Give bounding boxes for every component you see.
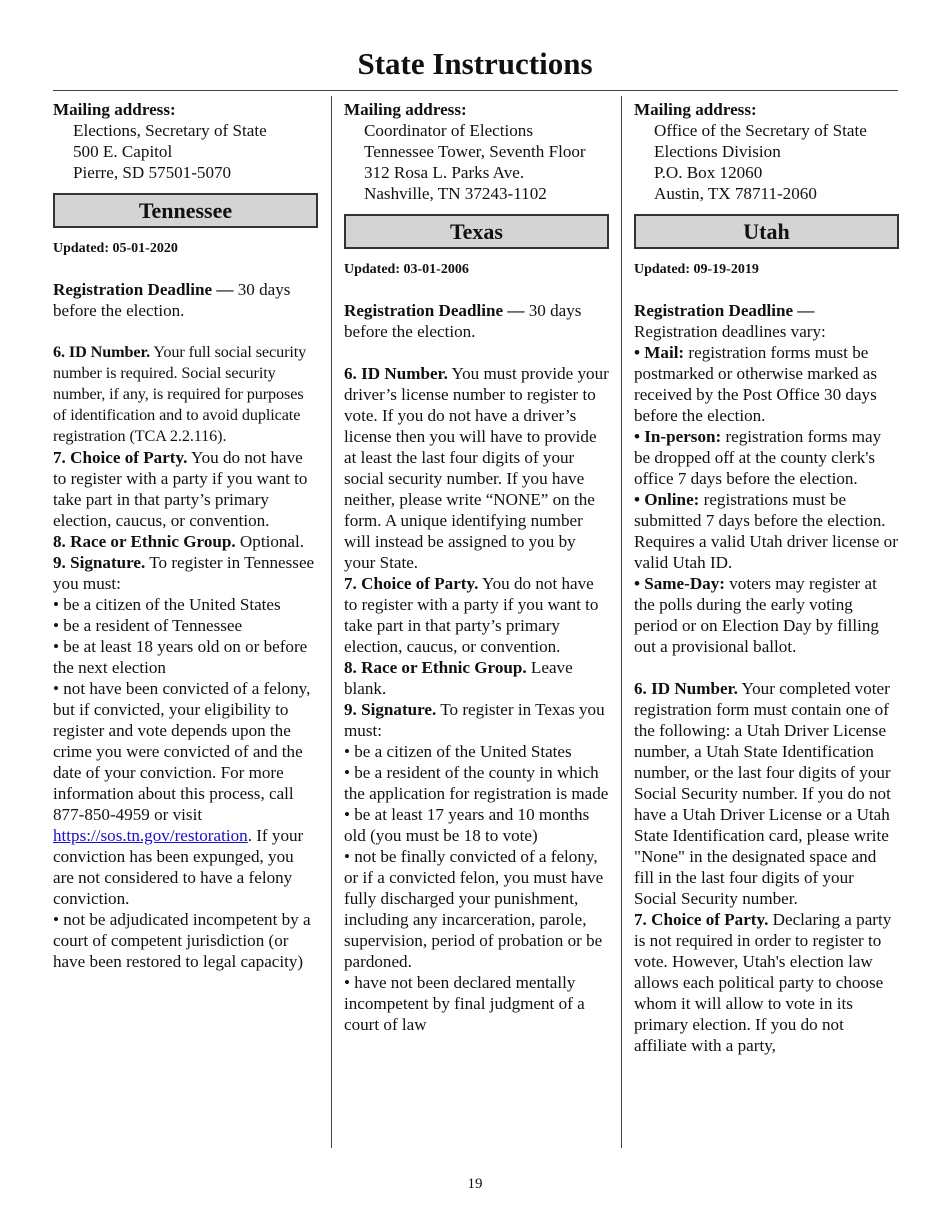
requirement-item-felony: [53, 678, 318, 909]
mail-label: • Mail:: [634, 343, 685, 362]
requirement-item: • not be finally convicted of a felony, or if a convicted felon, you must have fully discharged your punishment, including any incarceration, parole, supervision, period of probation or be pardoned.: [344, 847, 604, 971]
column-utah: [634, 99, 899, 1056]
mailing-address-label: Mailing address:: [634, 100, 757, 119]
choice-of-party-text: You do not have to register with a party if you want to take part in that party’s primary election, caucus, or convention.: [344, 574, 599, 656]
requirement-item: • have not been declared mentally incompetent by final judgment of a court of law: [344, 973, 585, 1034]
address-line: 312 Rosa L. Parks Ave.: [364, 163, 525, 182]
requirement-item: • be at least 17 years and 10 months old (you must be 18 to vote): [344, 805, 590, 845]
deadline-label: Registration Deadline —: [344, 301, 525, 320]
updated-date: Updated: 09-19-2019: [634, 262, 759, 277]
id-number-text: Your completed voter registration form must contain one of the following: a Utah Driver License number, a Utah State Identification number, or the last four digits of your Social Security number. If you do not have a Utah Driver License or a Utah State Identification card, please write "None" in the designated space and fill in the last four digits of your Social Security number.: [634, 679, 891, 908]
race-label: 8. Race or Ethnic Group.: [344, 658, 527, 677]
signature-section: [344, 699, 609, 741]
id-number-section: [344, 363, 609, 573]
id-number-label: 6. ID Number.: [53, 343, 151, 361]
choice-of-party-text: Declaring a party is not required in order to register to vote. However, Utah's election law allows each political party to choose whom it will allow to vote in its primary election. If you do not affiliate with a party,: [634, 910, 892, 1055]
restoration-link[interactable]: https://sos.tn.gov/restoration: [53, 826, 248, 845]
requirement-item: • not be adjudicated incompetent by a court of competent jurisdiction (or have been restored to legal capacity): [53, 910, 311, 971]
id-number-section: [634, 678, 899, 909]
race-text: Leave blank.: [344, 658, 573, 698]
signature-text: To register in Texas you must:: [344, 700, 605, 740]
signature-label: 9. Signature.: [344, 700, 437, 719]
deadline-label: Registration Deadline —: [634, 301, 815, 320]
state-header-texas: Texas: [344, 214, 609, 249]
deadline-text: 30 days before the election.: [344, 301, 582, 341]
online-label: • Online:: [634, 490, 700, 509]
registration-deadline: [53, 279, 318, 321]
page-number: 19: [467, 1176, 483, 1192]
online-text: registrations must be submitted 7 days before the election. Requires a valid Utah driver license or valid Utah ID.: [634, 490, 898, 572]
signature-section: [53, 552, 318, 594]
deadline-mail: [634, 342, 899, 426]
address-line: Tennessee Tower, Seventh Floor: [364, 142, 586, 161]
race-section: [53, 531, 318, 552]
deadline-online: [634, 489, 899, 573]
mailing-address-label: Mailing address:: [344, 100, 467, 119]
requirement-item: • be a citizen of the United States: [344, 742, 572, 761]
address-line: Pierre, SD 57501-5070: [73, 163, 232, 182]
address-line: 500 E. Capitol: [73, 142, 173, 161]
address-line: P.O. Box 12060: [654, 163, 763, 182]
address-line: Elections, Secretary of State: [73, 121, 267, 140]
deadline-same-day: [634, 573, 899, 657]
choice-of-party-text: You do not have to register with a party if you want to take part in that party’s primary election, caucus, or convention.: [53, 448, 308, 530]
choice-of-party-label: 7. Choice of Party.: [344, 574, 479, 593]
registration-deadline: [344, 300, 609, 342]
signature-label: 9. Signature.: [53, 553, 146, 572]
address-line: Austin, TX 78711-2060: [654, 184, 817, 203]
race-section: [344, 657, 609, 699]
deadline-text: Registration deadlines vary:: [634, 322, 826, 341]
same-day-text: voters may register at the polls during the early voting period or on Election Day by filling out a provisional ballot.: [634, 574, 879, 656]
column-tennessee: [53, 99, 318, 972]
updated-date: Updated: 03-01-2006: [344, 262, 469, 277]
id-number-section: [53, 342, 318, 447]
in-person-text: registration forms may be dropped off at the county clerk's office 7 days before the election.: [634, 427, 882, 488]
title-rule: [53, 90, 898, 91]
column-texas: [344, 99, 609, 1035]
felony-text-b: . If your conviction has been expunged, you are not considered to have a felony conviction.: [53, 826, 304, 908]
address-line: Office of the Secretary of State: [654, 121, 867, 140]
same-day-label: • Same-Day:: [634, 574, 725, 593]
address-line: Elections Division: [654, 142, 781, 161]
id-number-text: Your full social security number is required. Social security number, if any, is required for purposes of identification and to avoid duplicate registration (TCA 2.2.116).: [53, 343, 307, 445]
in-person-label: • In-person:: [634, 427, 722, 446]
page-title: State Instructions: [357, 46, 593, 81]
state-header-utah: Utah: [634, 214, 899, 249]
mailing-address-label: Mailing address:: [53, 100, 176, 119]
choice-of-party-label: 7. Choice of Party.: [634, 910, 769, 929]
address-line: Coordinator of Elections: [364, 121, 534, 140]
state-header-tennessee: Tennessee: [53, 193, 318, 228]
choice-of-party-section: [53, 447, 318, 531]
deadline-text: 30 days before the election.: [53, 280, 291, 320]
requirement-item: • be a resident of Tennessee: [53, 616, 243, 635]
requirement-item: • be a resident of the county in which the application for registration is made: [344, 763, 609, 803]
signature-text: To register in Tennessee you must:: [53, 553, 315, 593]
deadline-label: Registration Deadline —: [53, 280, 234, 299]
race-text: Optional.: [235, 532, 305, 551]
choice-of-party-label: 7. Choice of Party.: [53, 448, 188, 467]
felony-text-a: • not have been convicted of a felony, but if convicted, your eligibility to register and vote depends upon the crime you were convicted of and the date of your conviction. For more information about this process, call 877-850-4959 or visit: [53, 679, 311, 824]
choice-of-party-section: [634, 909, 899, 1056]
id-number-label: 6. ID Number.: [634, 679, 738, 698]
address-line: Nashville, TN 37243-1102: [364, 184, 547, 203]
requirement-item: • be at least 18 years old on or before the next election: [53, 637, 308, 677]
id-number-text: You must provide your driver’s license number to register to vote. If you do not have a driver’s license then you will have to provide at least the last four digits of your social security number. If you have neither, please write “NONE” on the form. A unique identifying number will instead be assigned to you by your State.: [344, 364, 609, 572]
column-divider-1: [331, 96, 332, 1148]
race-label: 8. Race or Ethnic Group.: [53, 532, 236, 551]
id-number-label: 6. ID Number.: [344, 364, 448, 383]
column-divider-2: [621, 96, 622, 1148]
updated-date: Updated: 05-01-2020: [53, 241, 178, 256]
deadline-in-person: [634, 426, 899, 489]
choice-of-party-section: [344, 573, 609, 657]
requirement-item: • be a citizen of the United States: [53, 595, 281, 614]
mail-text: registration forms must be postmarked or otherwise marked as received by the Post Office 30 days before the election.: [634, 343, 878, 425]
